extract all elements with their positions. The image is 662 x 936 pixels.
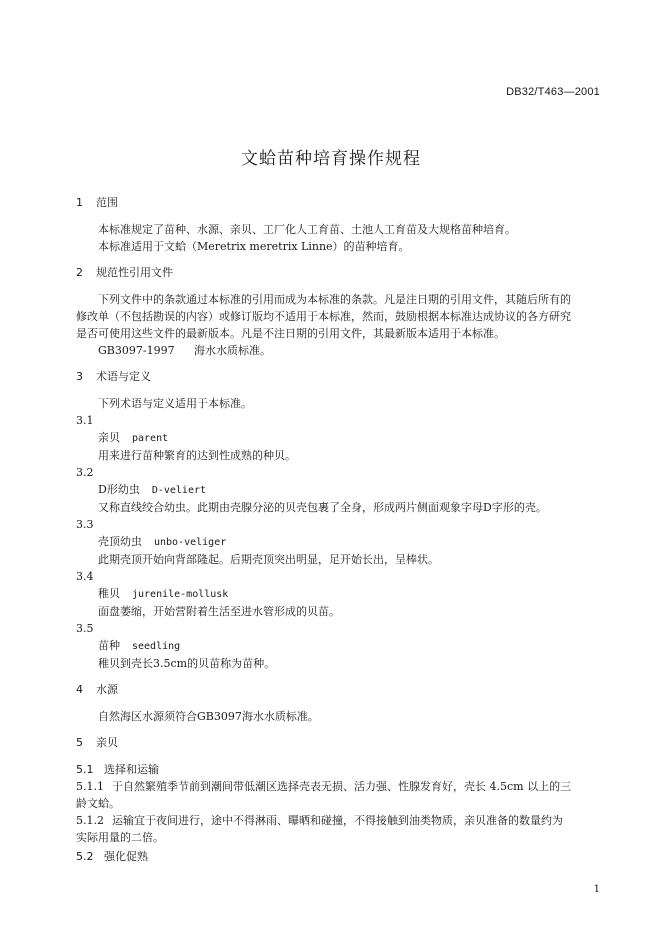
section-number: 3 [76, 370, 83, 383]
term-definition: 此期壳顶开始向背部隆起。后期壳顶突出明显，足开始长出，呈棒状。 [98, 553, 439, 566]
term-english: jurenile-mollusk [132, 589, 229, 600]
term-english: seedling [132, 641, 181, 652]
section-number: 5 [76, 736, 83, 749]
subsection-number: 5.2 [76, 850, 94, 863]
term-definition: 又称直线绞合幼虫。此期由壳腺分泌的贝壳包裹了全身，形成两片侧面观象字母D字形的壳。 [98, 501, 547, 514]
paragraph: 下列术语与定义适用于本标准。 [98, 397, 252, 410]
section-heading-references [76, 264, 602, 281]
document-number: DB32/T463—2001 [506, 86, 600, 98]
paragraph: 本标准规定了苗种、水源、亲贝、工厂化人工育苗、土池人工育苗及大规格苗种培育。 [98, 223, 516, 236]
paragraph: 本标准适用于文蛤（Meretrix meretrix Linne）的苗种培育。 [98, 240, 410, 253]
term-entry [76, 585, 602, 603]
subsection-number: 5.1 [76, 763, 94, 776]
term-entry [76, 481, 602, 499]
term-chinese: 稚贝 [98, 587, 120, 600]
section-title: 规范性引用文件 [96, 266, 173, 279]
section-heading-water-source [76, 681, 602, 698]
paragraph-line: 下列文件中的条款通过本标准的引用而成为本标准的条款。凡是注日期的引用文件，其随后所有的 [98, 293, 571, 306]
clause-line: 龄文蛤。 [76, 797, 120, 810]
clause-number: 5.1.1 [76, 780, 104, 793]
term-chinese: 壳顶幼虫 [98, 535, 142, 548]
clause-number: 5.1.2 [76, 814, 104, 827]
section-heading-terms [76, 368, 602, 385]
standard-title: 海水水质标准。 [194, 344, 271, 357]
term-entry [76, 429, 602, 447]
clause-line: 实际用量的二倍。 [76, 831, 164, 844]
section-heading-scope [76, 194, 602, 211]
term-entry [76, 533, 602, 551]
term-number: 3.5 [76, 622, 94, 635]
clause-text: 运输宜于夜间进行，途中不得淋雨、曝晒和碰撞，不得接触到油类物质，亲贝准备的数量约为 [112, 814, 563, 827]
section-number: 1 [76, 196, 83, 209]
term-number: 3.4 [76, 570, 94, 583]
clause-line [76, 812, 602, 829]
term-number: 3.3 [76, 518, 94, 531]
term-definition: 用来进行苗种繁育的达到性成熟的种贝。 [98, 449, 296, 462]
term-chinese: D形幼虫 [98, 483, 140, 496]
term-english: D-veliert [151, 485, 207, 496]
page-number: 1 [593, 884, 600, 895]
section-title: 亲贝 [96, 736, 118, 749]
section-number: 4 [76, 683, 83, 696]
paragraph-line: 修改单（不包括勘误的内容）或修订版均不适用于本标准，然而，鼓励根据本标准达成协议的各方研究 [76, 310, 571, 323]
paragraph: 自然海区水源须符合GB3097海水水质标准。 [98, 710, 319, 723]
clause-line [76, 778, 602, 795]
clause-text: 于自然繁殖季节前到潮间带低潮区选择壳表无损、活力强、性腺发育好，壳长 4.5cm 以上的三 [112, 780, 572, 793]
term-english: parent [132, 433, 169, 444]
document-body [76, 194, 602, 865]
section-title: 范围 [96, 196, 118, 209]
subsection-heading [76, 848, 602, 865]
section-title: 术语与定义 [96, 370, 151, 383]
term-english: unbo-veliger [154, 537, 227, 548]
subsection-title: 强化促熟 [104, 850, 148, 863]
term-number: 3.1 [76, 414, 94, 427]
subsection-heading [76, 761, 602, 778]
section-heading-parent-shellfish [76, 734, 602, 751]
term-chinese: 苗种 [98, 639, 120, 652]
section-title: 水源 [96, 683, 118, 696]
standard-code: GB3097-1997 [98, 344, 175, 357]
term-definition: 稚贝到壳长3.5cm的贝苗称为苗种。 [98, 657, 276, 670]
document-title: 文蛤苗种培育操作规程 [241, 149, 421, 169]
paragraph-line: 是否可使用这些文件的最新版本。凡是不注日期的引用文件，其最新版本适用于本标准。 [76, 327, 505, 340]
subsection-title: 选择和运输 [104, 763, 159, 776]
term-number: 3.2 [76, 466, 94, 479]
section-number: 2 [76, 266, 83, 279]
reference-standard [76, 342, 602, 359]
term-definition: 面盘萎缩，开始营附着生活至进水管形成的贝苗。 [98, 605, 340, 618]
term-entry [76, 637, 602, 655]
term-chinese: 亲贝 [98, 431, 120, 444]
